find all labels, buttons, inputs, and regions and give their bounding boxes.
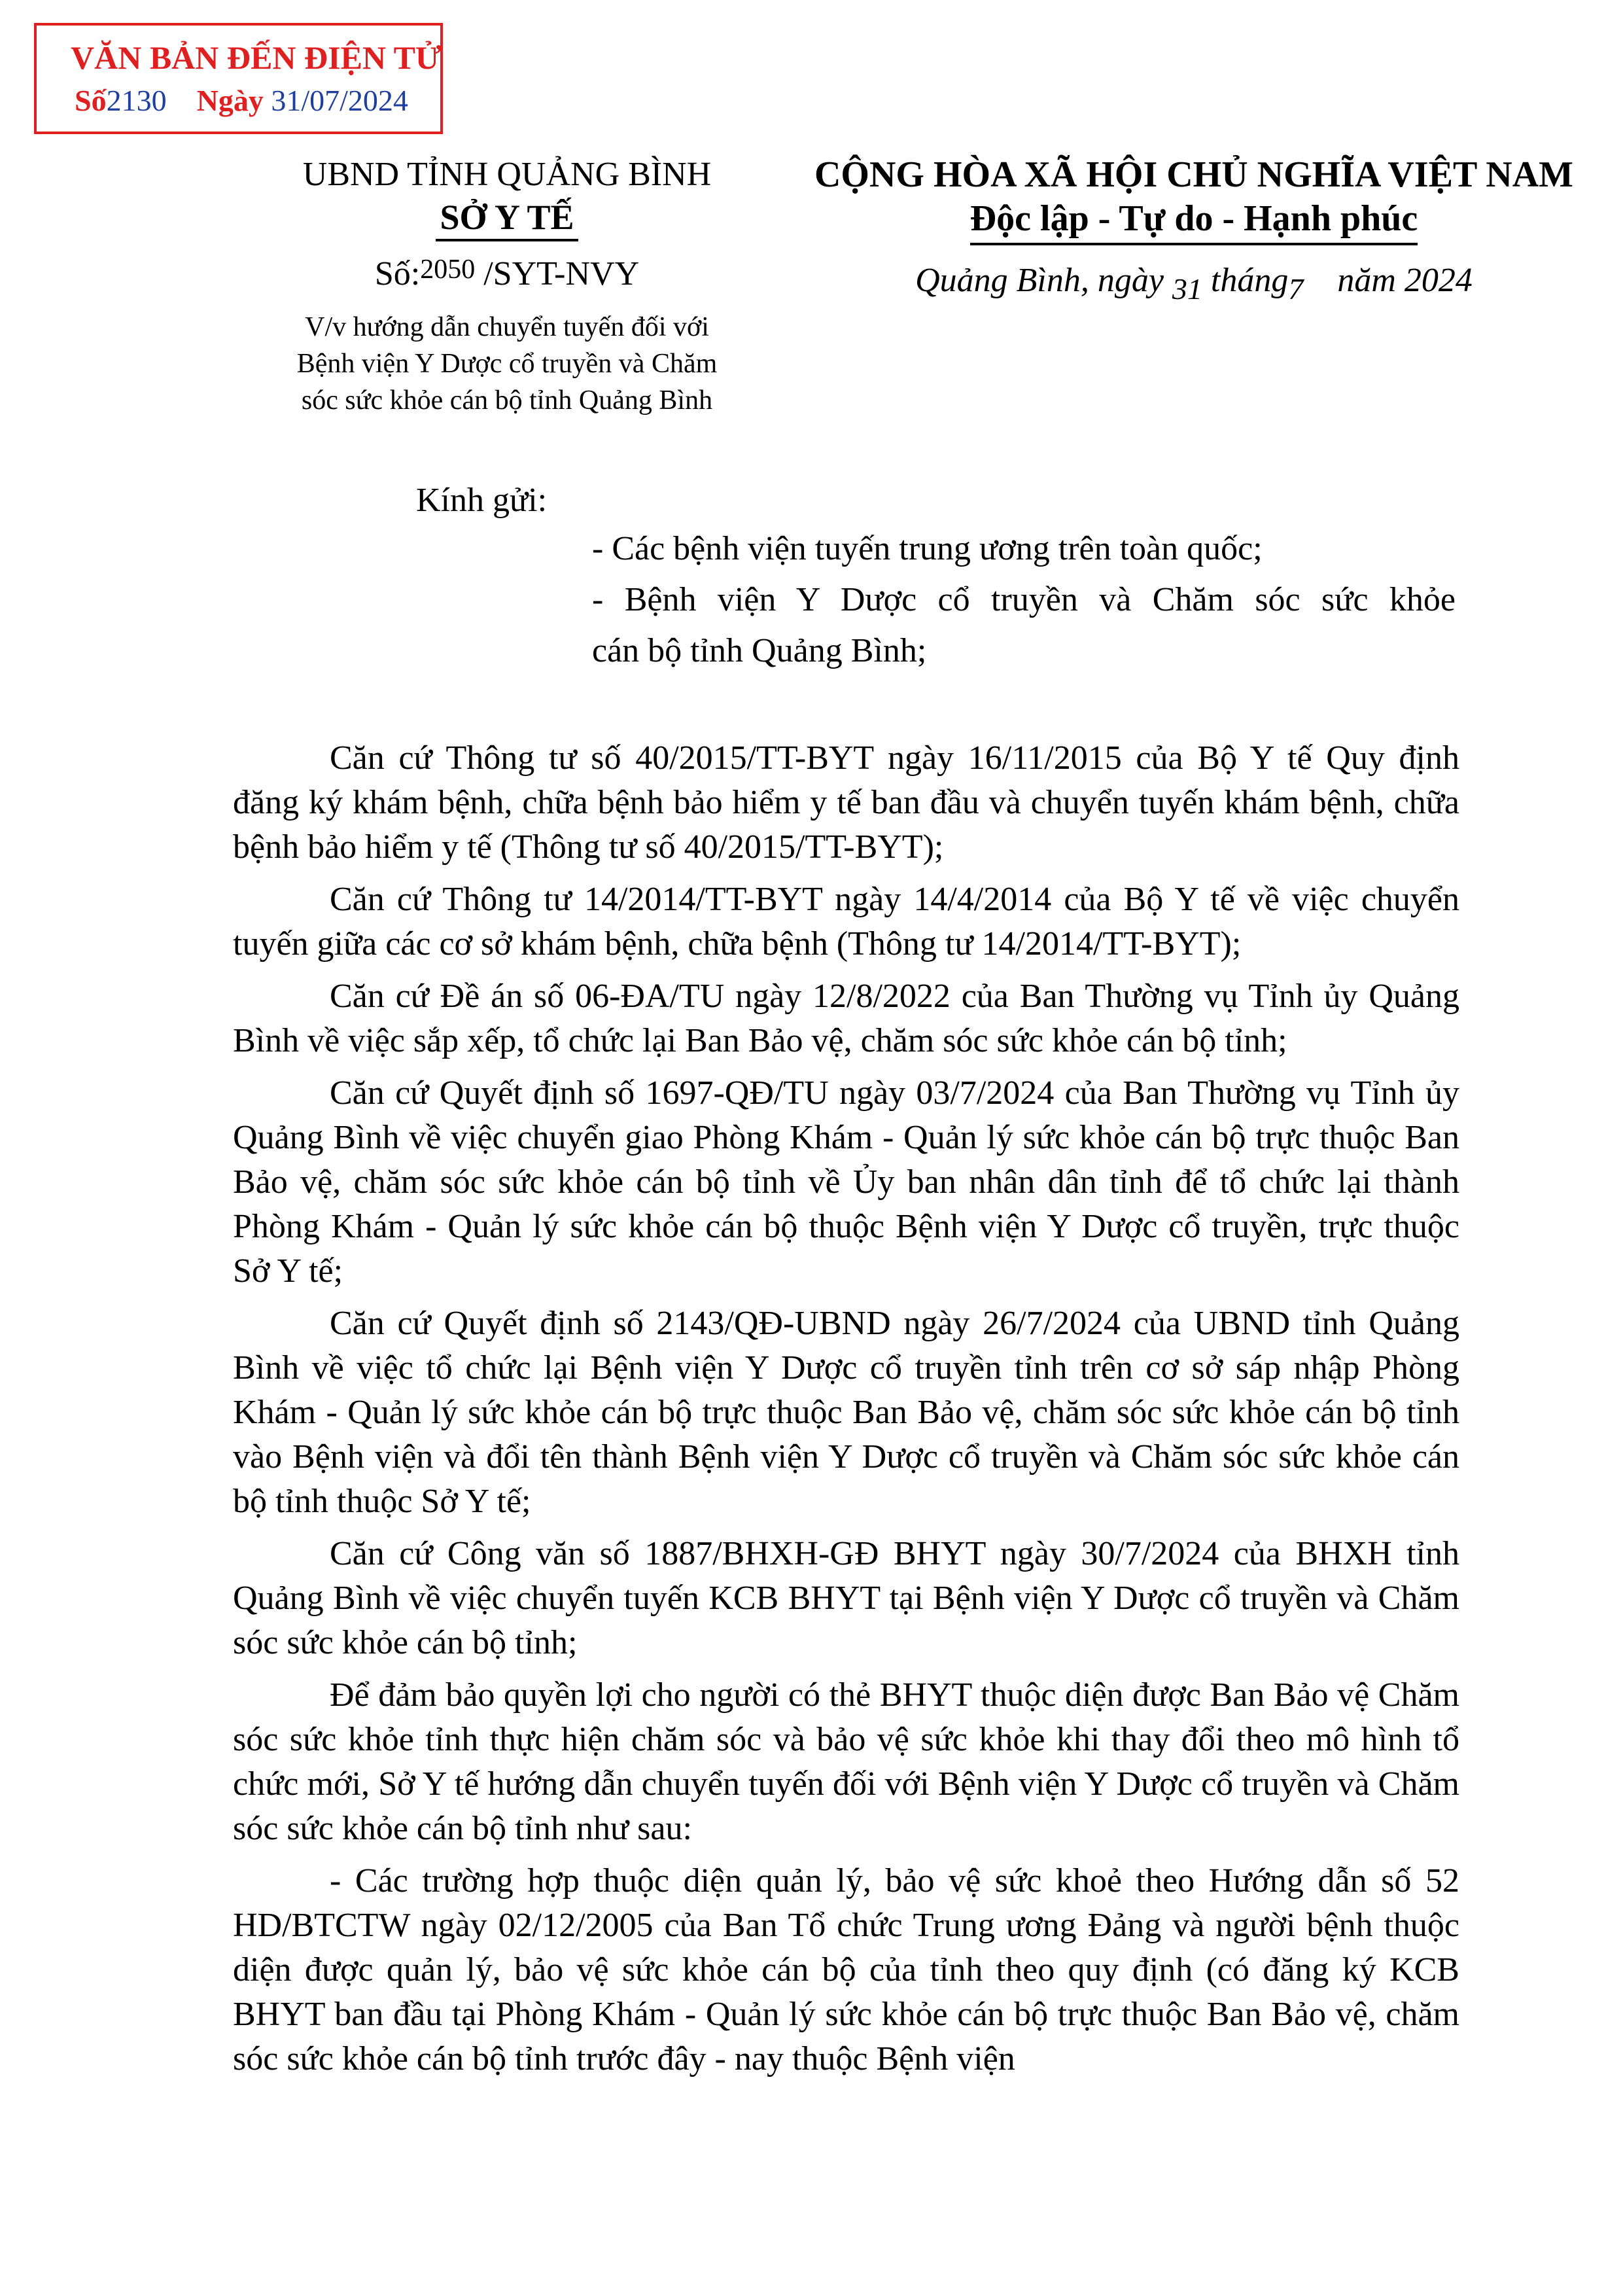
- stamp-info-line: [75, 83, 408, 118]
- recipients-label: Kính gửi:: [416, 482, 548, 519]
- stamp-so-label: Số: [75, 84, 107, 117]
- recipient-item: cán bộ tỉnh Quảng Bình;: [592, 632, 927, 669]
- recipients-list: [592, 523, 1456, 677]
- issuer-block: [236, 154, 778, 419]
- recipient-item: - Các bệnh viện tuyến trung ương trên toàn quốc;: [592, 530, 1263, 567]
- national-motto: Độc lập - Tự do - Hạnh phúc: [970, 196, 1418, 245]
- doc-no-suffix: /SYT-NVY: [483, 255, 640, 292]
- body-paragraph: Căn cứ Thông tư 14/2014/TT-BYT ngày 14/4/2014 của Bộ Y tế về việc chuyển tuyến giữa các cơ sở khám bệnh, chữa bệnh (Thông tư 14/2014/TT-BYT);: [233, 881, 1459, 963]
- date-year: năm 2024: [1337, 262, 1473, 299]
- stamp-so-value: 2130: [106, 84, 167, 117]
- body-paragraph: Căn cứ Đề án số 06-ĐA/TU ngày 12/8/2022 của Ban Thường vụ Tỉnh ủy Quảng Bình về việc sắp xếp, tổ chức lại Ban Bảo vệ, chăm sóc sức khỏe cán bộ tỉnh;: [233, 978, 1459, 1059]
- stamp-ngay-value: 31/07/2024: [271, 84, 408, 117]
- issuing-agency: UBND TỈNH QUẢNG BÌNH: [302, 156, 712, 193]
- body-paragraph: - Các trường hợp thuộc diện quản lý, bảo vệ sức khoẻ theo Hướng dẫn số 52 HD/BTCTW ngày 02/12/2005 của Ban Tổ chức Trung ương Đảng và người bệnh thuộc diện được quản lý, bảo vệ sức khỏe cán bộ của tỉnh theo quy định (có đăng ký KCB BHYT ban đầu tại Phòng Khám - Quản lý sức khỏe cán bộ trực thuộc Ban Bảo vệ, chăm sóc sức khỏe cán bộ tỉnh trước đây - nay thuộc Bệnh viện: [233, 1862, 1459, 2077]
- subject-line: V/v hướng dẫn chuyển tuyến đối với: [305, 312, 709, 342]
- document-number: [236, 253, 778, 297]
- date-month: 7: [1288, 272, 1304, 306]
- national-header: [782, 154, 1606, 306]
- document-subject: [236, 309, 778, 419]
- date-day: 31: [1172, 272, 1202, 306]
- place-date-line: [782, 260, 1606, 306]
- incoming-document-stamp: [34, 23, 443, 134]
- doc-no-prefix: Số:: [374, 255, 421, 292]
- issuing-department: SỞ Y TẾ: [436, 196, 578, 241]
- body-paragraph: Để đảm bảo quyền lợi cho người có thẻ BHYT thuộc diện được Ban Bảo vệ Chăm sóc sức khỏe tỉnh thực hiện chăm sóc và bảo vệ sức khỏe khi thay đổi theo mô hình tổ chức mới, Sở Y tế hướng dẫn chuyển tuyến đối với Bệnh viện Y Dược cổ truyền và Chăm sóc sức khỏe cán bộ tỉnh như sau:: [233, 1676, 1459, 1847]
- date-place: Quảng Bình, ngày: [915, 262, 1164, 299]
- stamp-ngay-label: Ngày: [196, 84, 264, 117]
- stamp-title: VĂN BẢN ĐẾN ĐIỆN TỬ: [71, 39, 442, 76]
- recipient-item: - Bệnh viện Y Dược cổ truyền và Chăm sóc sức khỏe: [592, 581, 1456, 618]
- document-body: [233, 736, 1459, 2089]
- body-paragraph: Căn cứ Thông tư số 40/2015/TT-BYT ngày 16/11/2015 của Bộ Y tế Quy định đăng ký khám bệnh, chữa bệnh bảo hiểm y tế ban đầu và chuyển tuyến khám bệnh, chữa bệnh bảo hiểm y tế (Thông tư số 40/2015/TT-BYT);: [233, 739, 1459, 866]
- body-paragraph: Căn cứ Công văn số 1887/BHXH-GĐ BHYT ngày 30/7/2024 của BHXH tỉnh Quảng Bình về việc chuyển tuyến KCB BHYT tại Bệnh viện Y Dược cổ truyền và Chăm sóc sức khỏe cán bộ tỉnh;: [233, 1535, 1459, 1661]
- date-month-label: tháng: [1210, 262, 1289, 299]
- body-paragraph: Căn cứ Quyết định số 2143/QĐ-UBND ngày 26/7/2024 của UBND tỉnh Quảng Bình về việc tổ chức lại Bệnh viện Y Dược cổ truyền tỉnh trên cơ sở sáp nhập Phòng Khám - Quản lý sức khỏe cán bộ trực thuộc Ban Bảo vệ, chăm sóc sức khỏe cán bộ tỉnh vào Bệnh viện và đổi tên thành Bệnh viện Y Dược cổ truyền và Chăm sóc sức khỏe cán bộ tỉnh thuộc Sở Y tế;: [233, 1305, 1459, 1520]
- subject-line: sóc sức khỏe cán bộ tỉnh Quảng Bình: [301, 385, 713, 415]
- body-paragraph: Căn cứ Quyết định số 1697-QĐ/TU ngày 03/7/2024 của Ban Thường vụ Tỉnh ủy Quảng Bình về việc chuyển giao Phòng Khám - Quản lý sức khỏe cán bộ trực thuộc Ban Bảo vệ, chăm sóc sức khỏe cán bộ tỉnh về Ủy ban nhân dân tỉnh để tổ chức lại thành Phòng Khám - Quản lý sức khỏe cán bộ thuộc Bệnh viện Y Dược cổ truyền, trực thuộc Sở Y tế;: [233, 1074, 1459, 1290]
- doc-no-value: 2050: [420, 255, 476, 285]
- national-title: CỘNG HÒA XÃ HỘI CHỦ NGHĨA VIỆT NAM: [814, 154, 1574, 195]
- subject-line: Bệnh viện Y Dược cổ truyền và Chăm: [296, 349, 718, 379]
